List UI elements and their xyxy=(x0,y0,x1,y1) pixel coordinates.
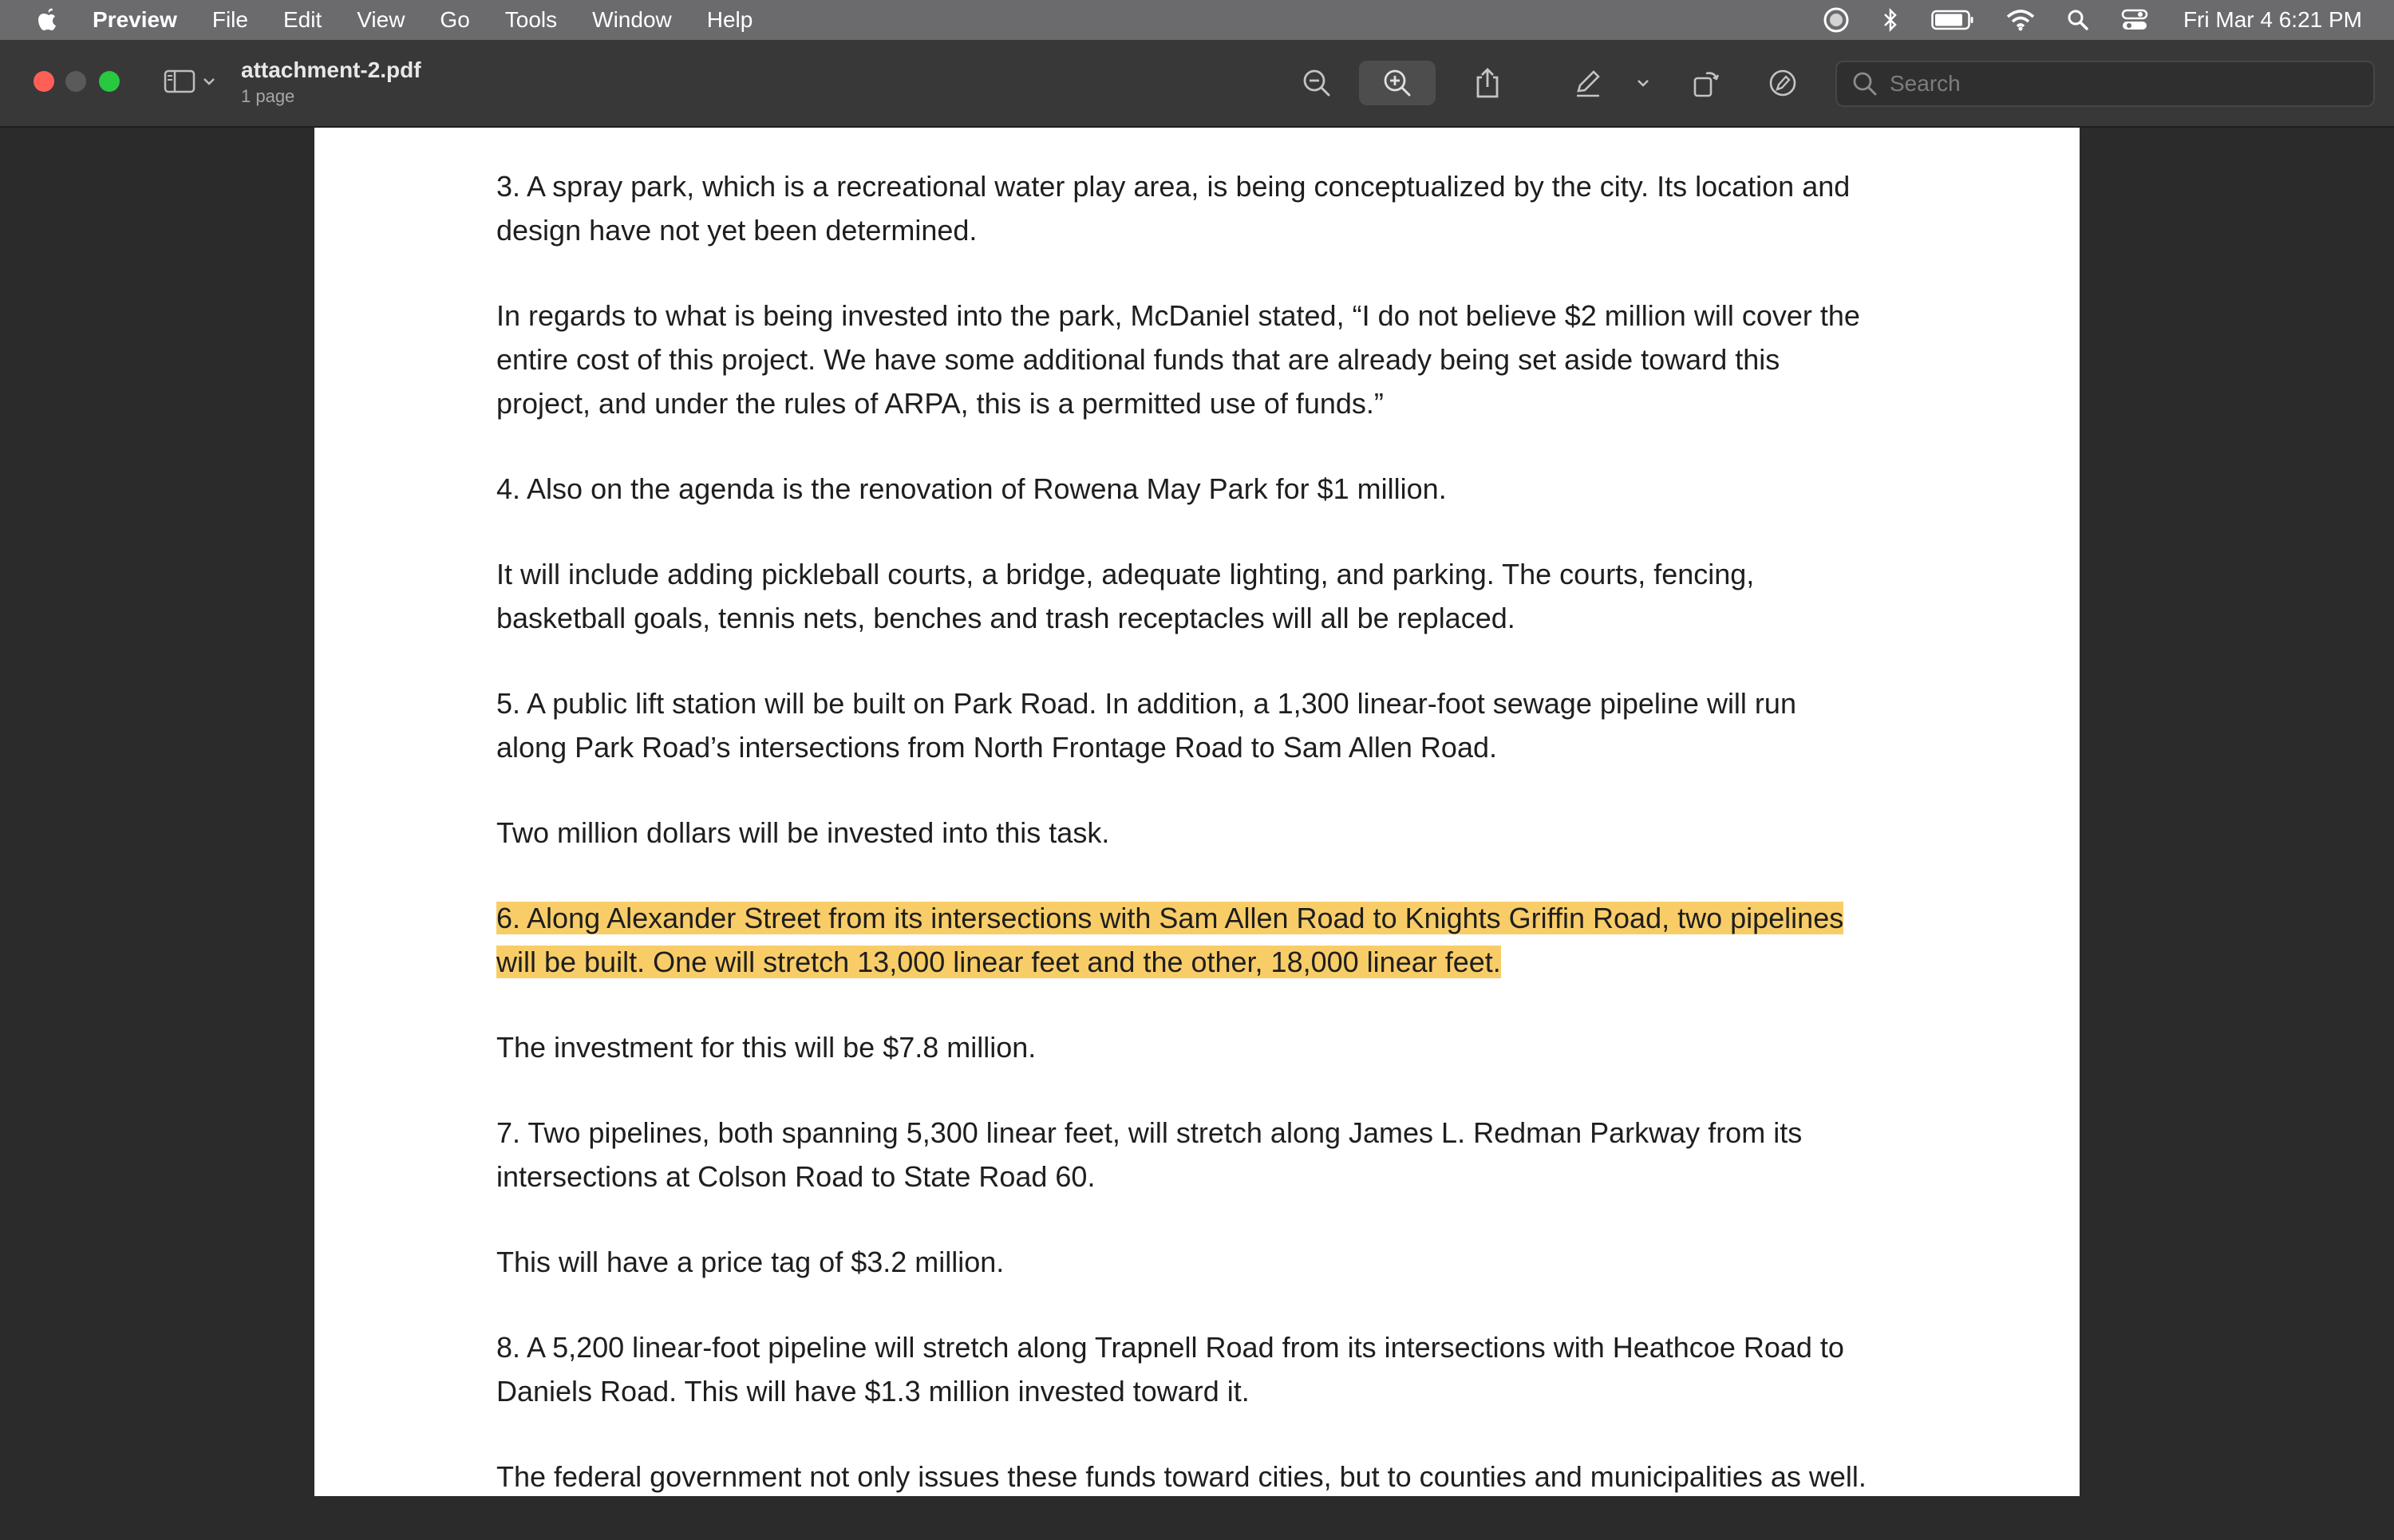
menu-file[interactable]: File xyxy=(211,7,248,32)
menu-go[interactable]: Go xyxy=(440,7,470,32)
zoom-in-button[interactable] xyxy=(1359,61,1436,105)
share-icon xyxy=(1473,66,1502,100)
markup-pen-button[interactable] xyxy=(1569,61,1607,105)
paragraph: The investment for this will be $7.8 million. xyxy=(496,1031,1037,1064)
paragraph: This will have a price tag of $3.2 million. xyxy=(496,1246,1005,1278)
document-text xyxy=(496,164,1869,1540)
menu-edit[interactable]: Edit xyxy=(282,7,322,32)
markup-options-button[interactable] xyxy=(1631,61,1655,105)
menu-help[interactable]: Help xyxy=(706,7,753,32)
paragraph: 7. Two pipelines, both spanning 5,300 linear feet, will stretch along James L. Redman Parkway from its intersections at Colson Road to State Road 60. xyxy=(496,1116,1803,1193)
chevron-down-icon xyxy=(202,76,216,87)
wifi-icon[interactable] xyxy=(2006,9,2035,31)
paragraph: In regards to what is being invested into the park, McDaniel stated, “I do not believe $2 million will cover the entire cost of this project. We have some additional funds that are already being set aside toward this project, and under the rules of ARPA, this is a permitted use of funds.” xyxy=(496,299,1860,420)
document-page-count: 1 page xyxy=(241,86,295,106)
menu-tools[interactable]: Tools xyxy=(504,7,558,32)
paragraph: 3. A spray park, which is a recreational water play area, is being conceptualized by the city. Its location and design have not yet been determined. xyxy=(496,170,1851,247)
control-center-icon[interactable] xyxy=(2121,8,2148,32)
window-zoom-button[interactable] xyxy=(99,71,120,92)
battery-icon[interactable] xyxy=(1931,10,1974,30)
bluetooth-icon[interactable] xyxy=(1882,7,1899,33)
zoom-out-button[interactable] xyxy=(1298,61,1336,105)
apple-logo-icon[interactable] xyxy=(34,6,62,34)
zoom-in-icon xyxy=(1381,67,1413,99)
pen-icon xyxy=(1572,67,1604,99)
menu-bar xyxy=(0,0,2394,40)
pdf-page[interactable] xyxy=(314,128,2080,1496)
spotlight-search-icon[interactable] xyxy=(2067,9,2089,31)
paragraph: 5. A public lift station will be built on Park Road. In addition, a 1,300 linear-foot sewage pipeline will run along Park Road’s intersections from North Frontage Road to Sam Allen Road. xyxy=(496,687,1796,764)
window-close-button[interactable] xyxy=(34,71,54,92)
share-button[interactable] xyxy=(1468,61,1507,105)
zoom-out-icon xyxy=(1301,67,1333,99)
window-toolbar xyxy=(0,40,2394,128)
paragraph: It will include adding pickleball courts, a bridge, adequate lighting, and parking. The courts, fencing, basketball goals, tennis nets, benches and trash receptacles will all be replaced. xyxy=(496,558,1755,634)
rotate-icon xyxy=(1690,67,1722,99)
highlighted-paragraph xyxy=(496,896,1869,984)
chevron-down-icon xyxy=(1635,77,1651,89)
sidebar-icon xyxy=(164,69,196,94)
paragraph: Two million dollars will be invested into this task. xyxy=(496,816,1110,849)
sidebar-toggle-button[interactable] xyxy=(164,69,216,94)
document-title: attachment-2.pdf xyxy=(241,57,421,82)
search-field[interactable] xyxy=(1835,61,2375,107)
paragraph: 8. A 5,200 linear-foot pipeline will stretch along Trapnell Road from its intersections with Heathcoe Road to Daniels Road. This will have $1.3 million invested toward it. xyxy=(496,1331,1844,1408)
rotate-button[interactable] xyxy=(1687,61,1725,105)
screen-record-icon[interactable] xyxy=(1823,6,1850,34)
window-minimize-button[interactable] xyxy=(65,71,86,92)
paragraph: The federal government not only issues these funds toward cities, but to counties and municipalities as well. xyxy=(496,1460,1867,1493)
menu-app-preview[interactable]: Preview xyxy=(93,7,177,32)
menu-window[interactable]: Window xyxy=(592,7,672,32)
annotate-icon xyxy=(1767,67,1799,99)
text-highlight[interactable]: 6. Along Alexander Street from its intersections with Sam Allen Road to Knights Griffin Road, two pipelines will be built. One will stretch 13,000 linear feet and the other, 18,000 linear feet. xyxy=(496,902,1844,978)
menubar-clock[interactable]: Fri Mar 4 6:21 PM xyxy=(2183,7,2362,32)
search-input[interactable] xyxy=(1888,70,2338,97)
search-icon xyxy=(1851,70,1878,97)
annotate-button[interactable] xyxy=(1764,61,1802,105)
paragraph: 4. Also on the agenda is the renovation of Rowena May Park for $1 million. xyxy=(496,472,1447,505)
menu-view[interactable]: View xyxy=(357,7,405,32)
